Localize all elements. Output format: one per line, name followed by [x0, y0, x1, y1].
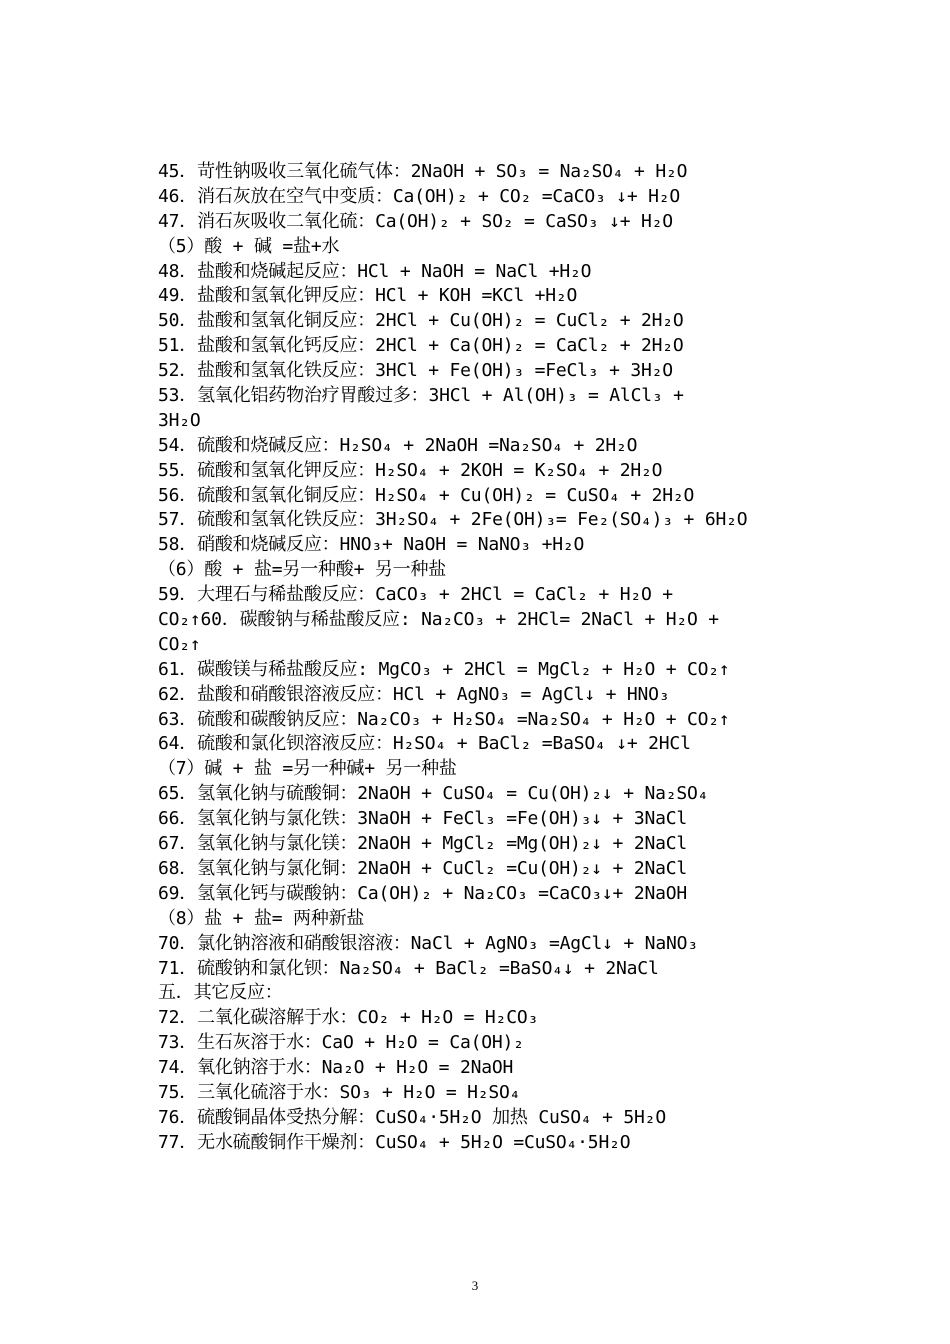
section-heading: （7）碱 + 盐 =另一种碱+ 另一种盐 — [158, 758, 457, 780]
text-line: 3H₂O — [158, 409, 201, 431]
text-line: 70．氯化钠溶液和硝酸银溶液：NaCl + AgNO₃ =AgCl↓ + NaNO₃ — [158, 932, 698, 954]
text-line: CO₂↑ — [158, 633, 201, 655]
page-number: 3 — [471, 1278, 479, 1293]
text-line: 45．苛性钠吸收三氧化硫气体：2NaOH + SO₃ = Na₂SO₄ + H₂O — [158, 161, 688, 182]
reaction-list — [158, 160, 798, 1156]
text-line: 46．消石灰放在空气中变质：Ca(OH)₂ + CO₂ =CaCO₃ ↓+ H₂O — [158, 185, 681, 207]
text-line: 68．氢氧化钠与氯化铜：2NaOH + CuCl₂ =Cu(OH)₂↓ + 2NaCl — [158, 857, 688, 879]
text-line: 64．硫酸和氯化钡溶液反应：H₂SO₄ + BaCl₂ =BaSO₄ ↓+ 2HCl — [158, 733, 691, 755]
text-line: 73．生石灰溶于水：CaO + H₂O = Ca(OH)₂ — [158, 1032, 524, 1054]
section-heading: （5）酸 + 碱 =盐+水 — [158, 235, 340, 257]
text-line: 67．氢氧化钠与氯化镁：2NaOH + MgCl₂ =Mg(OH)₂↓ + 2NaCl — [158, 833, 688, 855]
text-line: 47．消石灰吸收二氧化硫：Ca(OH)₂ + SO₂ = CaSO₃ ↓+ H₂O — [158, 210, 673, 232]
text-line: 55．硫酸和氢氧化钾反应：H₂SO₄ + 2KOH = K₂SO₄ + 2H₂O — [158, 459, 663, 481]
text-line: 58．硝酸和烧碱反应：HNO₃+ NaOH = NaNO₃ +H₂O — [158, 534, 585, 556]
text-line: 72．二氧化碳溶解于水：CO₂ + H₂O = H₂CO₃ — [158, 1007, 539, 1029]
text-line: 54．硫酸和烧碱反应：H₂SO₄ + 2NaOH =Na₂SO₄ + 2H₂O — [158, 434, 638, 456]
text-line: 76．硫酸铜晶体受热分解：CuSO₄·5H₂O 加热 CuSO₄ + 5H₂O — [158, 1106, 666, 1128]
text-line: 56．硫酸和氢氧化铜反应：H₂SO₄ + Cu(OH)₂ = CuSO₄ + 2H₂O — [158, 484, 695, 506]
text-line: 74．氧化钠溶于水：Na₂O + H₂O = 2NaOH — [158, 1057, 514, 1079]
text-line: 77．无水硫酸铜作干燥剂：CuSO₄ + 5H₂O =CuSO₄·5H₂O — [158, 1131, 631, 1153]
text-line: 51．盐酸和氢氧化钙反应：2HCl + Ca(OH)₂ = CaCl₂ + 2H₂O — [158, 335, 684, 357]
text-line: 59．大理石与稀盐酸反应：CaCO₃ + 2HCl = CaCl₂ + H₂O + — [158, 584, 673, 606]
text-line: 62．盐酸和硝酸银溶液反应：HCl + AgNO₃ = AgCl↓ + HNO₃ — [158, 683, 670, 705]
text-line: 65．氢氧化钠与硫酸铜：2NaOH + CuSO₄ = Cu(OH)₂↓ + Na₂SO₄ — [158, 783, 709, 805]
text-line: 49．盐酸和氢氧化钾反应：HCl + KOH =KCl +H₂O — [158, 285, 578, 307]
text-line: 71．硫酸钠和氯化钡：Na₂SO₄ + BaCl₂ =BaSO₄↓ + 2NaCl — [158, 957, 659, 979]
text-line: 52．盐酸和氢氧化铁反应：3HCl + Fe(OH)₃ =FeCl₃ + 3H₂O — [158, 360, 673, 382]
text-line: CO₂↑60．碳酸钠与稀盐酸反应: Na₂CO₃ + 2HCl= 2NaCl + H₂O + — [158, 609, 719, 631]
text-line: 57．硫酸和氢氧化铁反应：3H₂SO₄ + 2Fe(OH)₃= Fe₂(SO₄)₃ + 6H₂O — [158, 509, 748, 531]
text-line: 75．三氧化硫溶于水：SO₃ + H₂O = H₂SO₄ — [158, 1081, 521, 1103]
text-line: 63．硫酸和碳酸钠反应：Na₂CO₃ + H₂SO₄ =Na₂SO₄ + H₂O + CO₂↑ — [158, 708, 730, 730]
text-line: 69．氢氧化钙与碳酸钠：Ca(OH)₂ + Na₂CO₃ =CaCO₃↓+ 2NaOH — [158, 882, 688, 904]
section-heading: （6）酸 + 盐=另一种酸+ 另一种盐 — [158, 559, 447, 581]
text-line: 50．盐酸和氢氧化铜反应：2HCl + Cu(OH)₂ = CuCl₂ + 2H₂O — [158, 310, 684, 332]
section-heading: 五．其它反应： — [158, 982, 283, 1004]
text-line: 61．碳酸镁与稀盐酸反应: MgCO₃ + 2HCl = MgCl₂ + H₂O + CO₂↑ — [158, 658, 730, 680]
text-line: 53．氢氧化铝药物治疗胃酸过多：3HCl + Al(OH)₃ = AlCl₃ + — [158, 385, 684, 407]
text-line: 66．氢氧化钠与氯化铁：3NaOH + FeCl₃ =Fe(OH)₃↓ + 3NaCl — [158, 808, 688, 830]
section-heading: （8）盐 + 盐= 两种新盐 — [158, 907, 365, 929]
text-line: 48．盐酸和烧碱起反应：HCl + NaOH = NaCl +H₂O — [158, 260, 592, 282]
